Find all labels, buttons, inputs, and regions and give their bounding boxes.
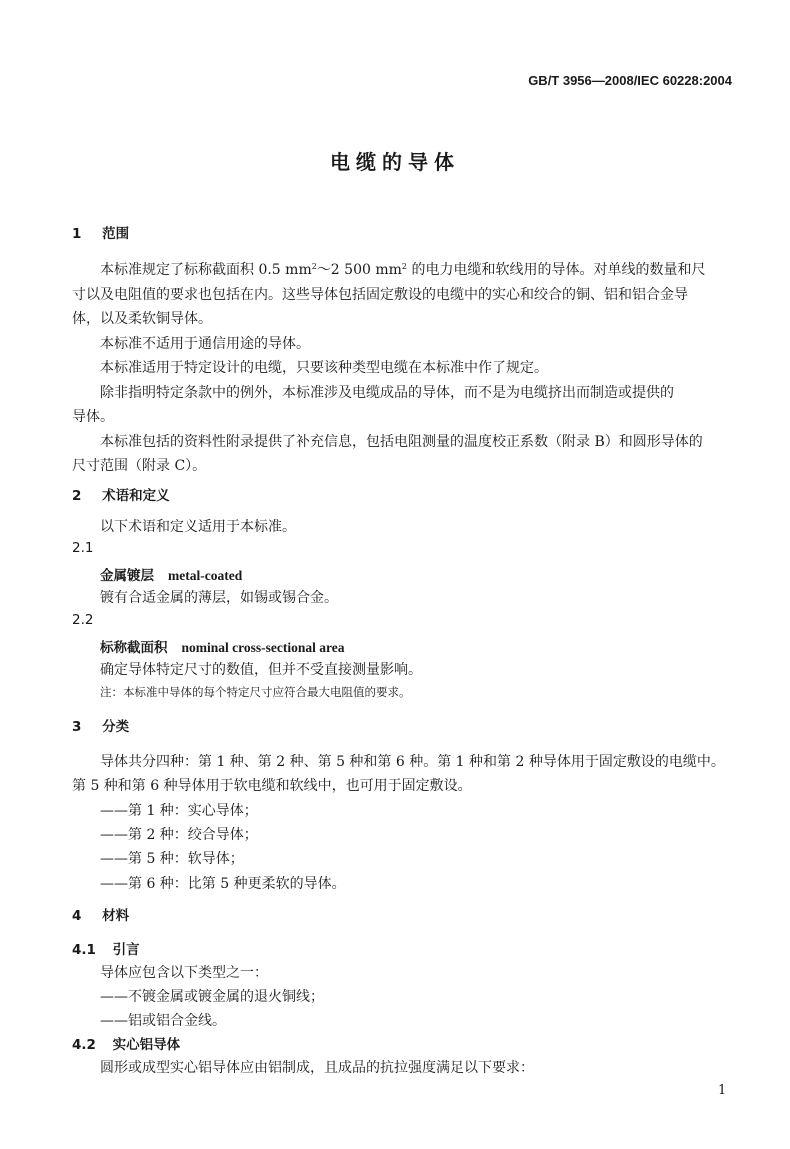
term-metal-coated-definition: 镀有合适金属的薄层，如锡或锡合金。	[100, 590, 338, 606]
section-title: 范围	[102, 226, 130, 242]
section-title: 材料	[102, 908, 130, 924]
section-title: 术语和定义	[102, 488, 170, 504]
clause-4-2-heading	[72, 1033, 180, 1053]
clause-4-2-paragraph: 圆形或成型实心铝导体应由铝制成，且成品的抗拉强度满足以下要求：	[100, 1060, 534, 1076]
scope-paragraph-5-line-1: 本标准包括的资料性附录提供了补充信息，包括电阻测量的温度校正系数（附录 B）和圆形导体的	[100, 434, 703, 450]
clause-2-1-number: 2.1	[72, 540, 94, 556]
classification-item: ——第 5 种：软导体；	[100, 851, 244, 867]
term-nominal-area: 标称截面积 nominal cross-sectional area	[100, 640, 345, 656]
clause-title: 实心铝导体	[112, 1037, 181, 1053]
clause-4-1-heading	[72, 938, 140, 958]
clause-number: 4.1	[72, 942, 96, 958]
scope-paragraph-4-line-1: 除非指明特定条款中的例外，本标准涉及电缆成品的导体，而不是为电缆挤出而制造或提供的	[100, 385, 674, 401]
clause-2-2-number: 2.2	[72, 612, 94, 628]
section-2-heading	[72, 484, 170, 504]
materials-item: ——铝或铝合金线。	[100, 1013, 226, 1029]
page-title: 电缆的导体	[330, 150, 460, 174]
scope-paragraph-3: 本标准适用于特定设计的电缆，只要该种类型电缆在本标准中作了规定。	[100, 360, 548, 376]
page-number: 1	[718, 1083, 727, 1098]
scope-paragraph-1-line-3: 体，以及柔软铜导体。	[72, 311, 212, 327]
terms-intro: 以下术语和定义适用于本标准。	[100, 519, 296, 535]
classification-item: ——第 6 种：比第 5 种更柔软的导体。	[100, 876, 346, 892]
scope-paragraph-1-line-1: 本标准规定了标称截面积 0.5 $mm^2\sim 2$ 500 $mm^2$ 的电力电缆和软线用的导体。对单线的数量和尺	[100, 262, 706, 278]
clause-title: 引言	[112, 942, 140, 958]
section-title: 分类	[102, 719, 130, 735]
section-number: 4	[72, 908, 82, 924]
scope-paragraph-4-line-2: 导体。	[72, 409, 114, 425]
section-number: 1	[72, 226, 82, 242]
section-number: 2	[72, 488, 82, 504]
scope-paragraph-1-line-2: 寸以及电阻值的要求也包括在内。这些导体包括固定敷设的电缆中的实心和绞合的铜、铝和铝合金导	[72, 287, 688, 303]
section-number: 3	[72, 719, 82, 735]
clause-number: 4.2	[72, 1037, 96, 1053]
section-1-heading	[72, 222, 129, 242]
classification-item: ——第 2 种：绞合导体；	[100, 827, 258, 843]
materials-intro: 导体应包含以下类型之一：	[100, 965, 268, 981]
classification-line-2: 第 5 种和第 6 种导体用于软电缆和软线中，也可用于固定敷设。	[72, 778, 472, 794]
materials-item: ——不镀金属或镀金属的退火铜线；	[100, 989, 324, 1005]
terms-note: 注：本标准中导体的每个特定尺寸应符合最大电阻值的要求。	[100, 685, 411, 699]
section-4-heading	[72, 904, 129, 924]
classification-item: ——第 1 种：实心导体；	[100, 803, 258, 819]
scope-paragraph-2: 本标准不适用于通信用途的导体。	[100, 336, 310, 352]
term-metal-coated: 金属镀层 metal-coated	[100, 568, 243, 584]
classification-line-1: 导体共分四种：第 1 种、第 2 种、第 5 种和第 6 种。第 1 种和第 2 种导体用于固定敷设的电缆中。	[100, 754, 725, 770]
standard-code: GB/T 3956—2008/IEC 60228:2004	[528, 73, 732, 88]
section-3-heading	[72, 715, 129, 735]
scope-paragraph-5-line-2: 尺寸范围（附录 C）。	[72, 458, 207, 474]
term-nominal-area-definition: 确定导体特定尺寸的数值，但并不受直接测量影响。	[100, 662, 422, 678]
